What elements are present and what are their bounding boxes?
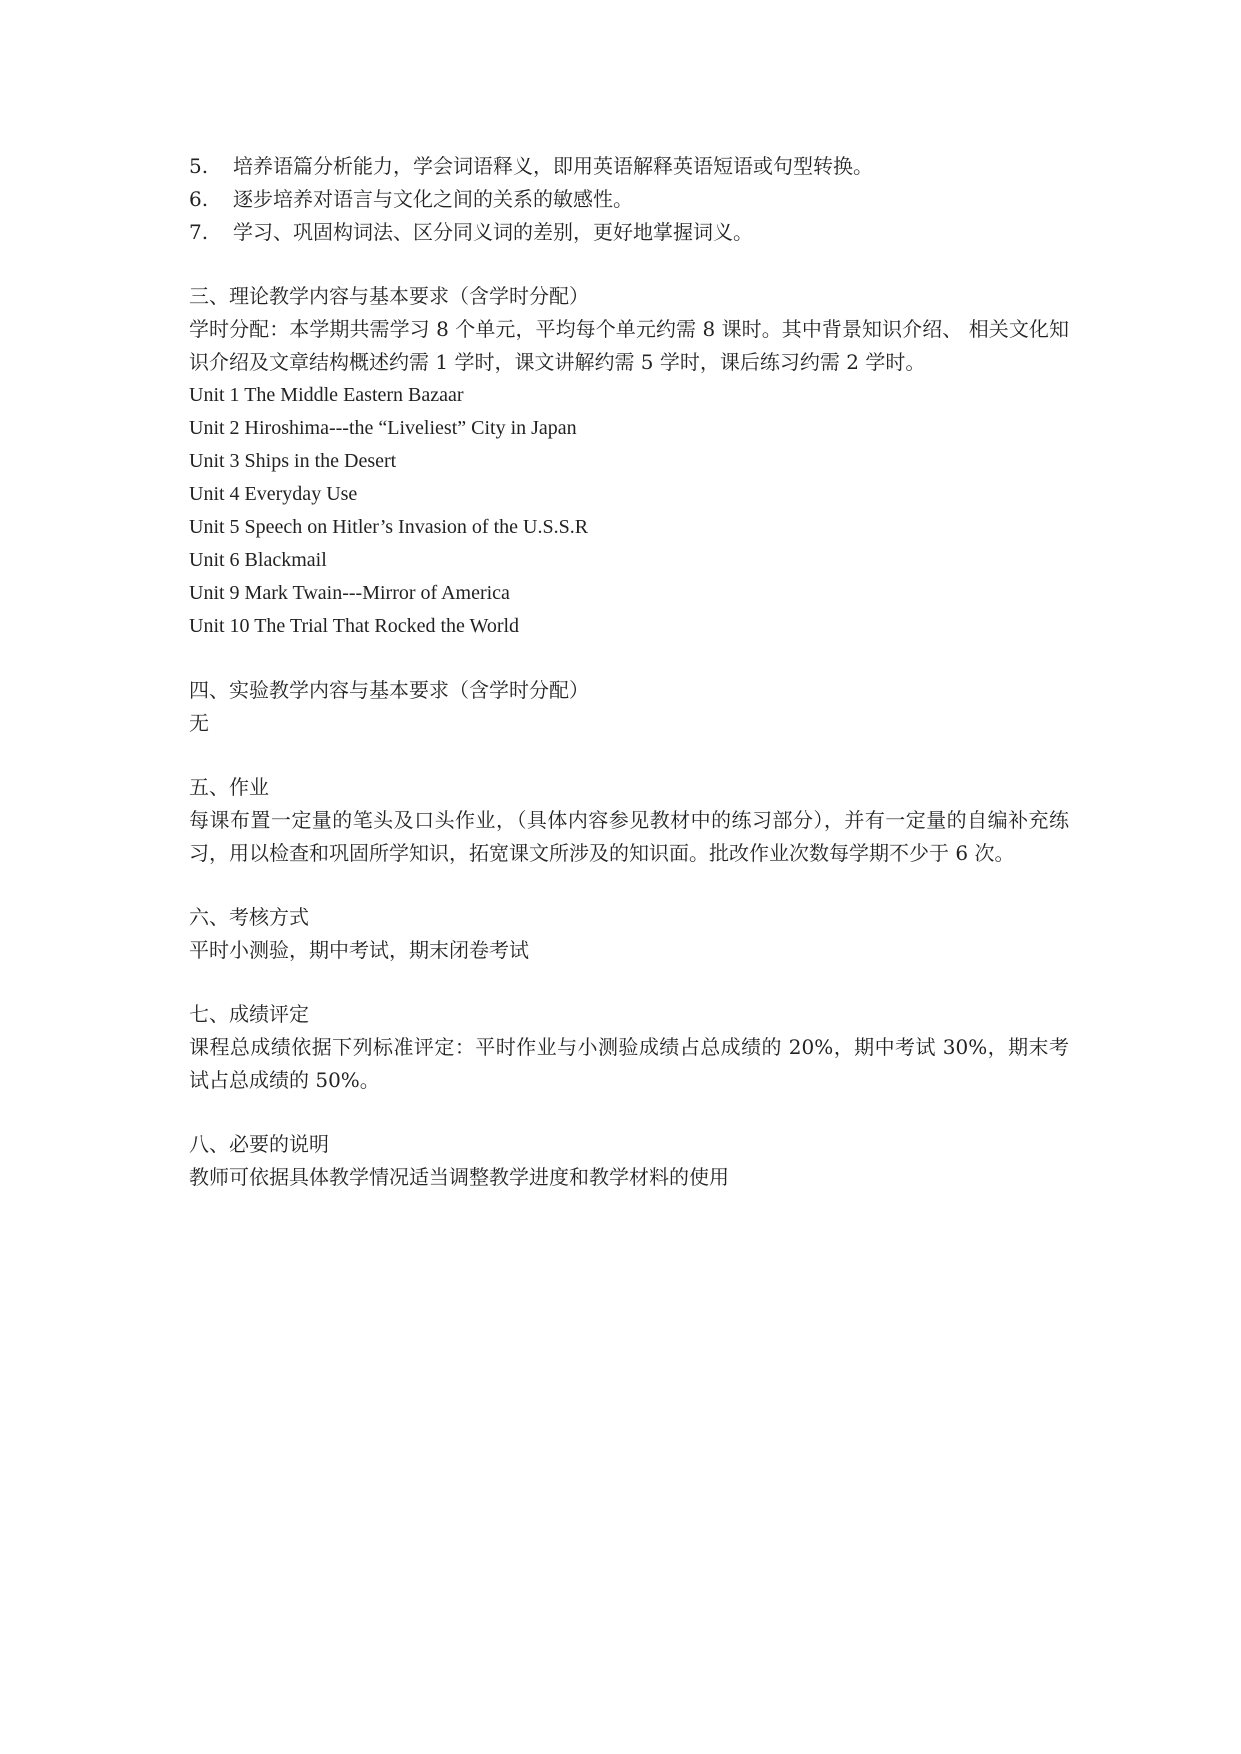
unit-item: Unit 4 Everyday Use [189,483,358,505]
section-body: 无 [189,711,209,735]
document-page [189,150,1069,1194]
unit-item: Unit 9 Mark Twain---Mirror of America [189,582,510,604]
objective-text: 学习、巩固构词法、区分同义词的差别，更好地掌握词义。 [233,220,753,244]
section-heading: 七、成绩评定 [189,1002,309,1026]
section-heading: 六、考核方式 [189,905,309,929]
section-heading: 三、理论教学内容与基本要求（含学时分配） [189,284,589,308]
section-heading: 八、必要的说明 [189,1132,329,1156]
unit-item: Unit 1 The Middle Eastern Bazaar [189,384,464,406]
objective-number: 7. [189,220,209,244]
objective-text: 逐步培养对语言与文化之间的关系的敏感性。 [233,187,633,211]
objective-number: 6. [189,187,209,211]
objective-item [189,216,1069,249]
objective-number: 5. [189,154,209,178]
section-heading: 五、作业 [189,775,269,799]
objective-text: 培养语篇分析能力，学会词语释义，即用英语解释英语短语或句型转换。 [233,154,873,178]
section-body: 课程总成绩依据下列标准评定：平时作业与小测验成绩占总成绩的 20%，期中考试 30%，期末考试占总成绩的 50%。 [189,1035,1069,1092]
unit-item: Unit 10 The Trial That Rocked the World [189,615,520,637]
section-body: 平时小测验，期中考试，期末闭卷考试 [189,938,529,962]
hour-allocation-paragraph: 学时分配：本学期共需学习 8 个单元，平均每个单元约需 8 课时。其中背景知识介绍、 相关文化知识介绍及文章结构概述约需 1 学时，课文讲解约需 5 学时，课后练习约需 2 学时。 [189,317,1069,374]
section-body: 每课布置一定量的笔头及口头作业，（具体内容参见教材中的练习部分），并有一定量的自编补充练习，用以检查和巩固所学知识，拓宽课文所涉及的知识面。批改作业次数每学期不少于 6 次。 [189,808,1069,865]
objective-item [189,183,1069,216]
section-body: 教师可依据具体教学情况适当调整教学进度和教学材料的使用 [189,1165,729,1189]
unit-item: Unit 5 Speech on Hitler’s Invasion of the U.S.S.R [189,516,589,538]
unit-item: Unit 3 Ships in the Desert [189,450,397,472]
unit-item: Unit 6 Blackmail [189,549,327,571]
objective-item [189,150,1069,183]
section-heading: 四、实验教学内容与基本要求（含学时分配） [189,678,589,702]
unit-item: Unit 2 Hiroshima---the “Liveliest” City in Japan [189,417,577,439]
